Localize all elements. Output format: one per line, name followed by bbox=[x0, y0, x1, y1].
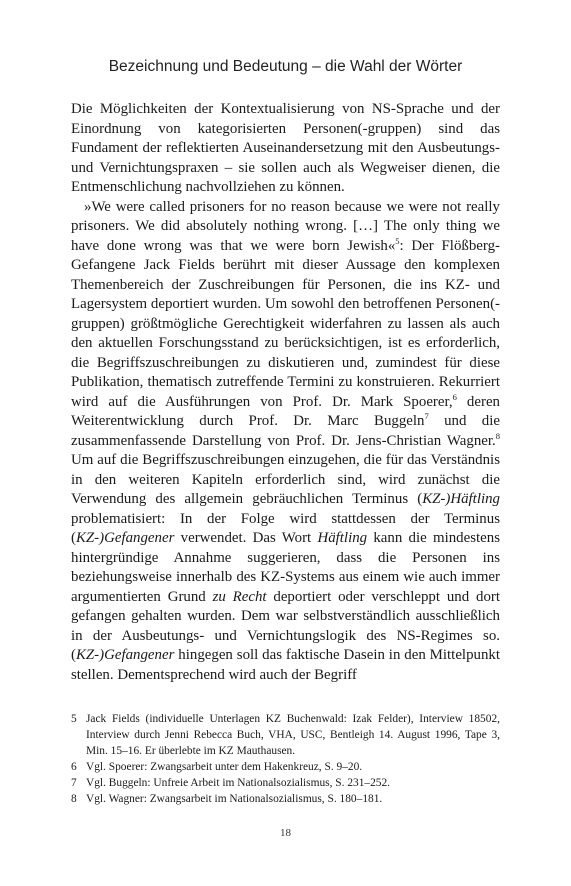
footnote-number: 6 bbox=[71, 761, 77, 773]
footnote-text: Vgl. Spoerer: Zwangsarbeit unter dem Hakenkreuz, S. 9–20. bbox=[86, 761, 363, 773]
footnote-ref-8[interactable]: 8 bbox=[495, 430, 500, 441]
italic-term: KZ-)Gefangener bbox=[75, 647, 175, 663]
footnote-text: Vgl. Wagner: Zwangsarbeit im Nationalsozialismus, S. 180–181. bbox=[86, 793, 383, 805]
footnote-text: Vgl. Buggeln: Unfreie Arbeit im Nationalsozialismus, S. 231–252. bbox=[86, 777, 391, 789]
italic-term: zu Recht bbox=[212, 588, 267, 605]
footnotes bbox=[71, 711, 500, 807]
footnote-text: Jack Fields (individuelle Unterlagen KZ Buchenwald: Izak Felder), Interview 18502, Interview durch Jenni Rebecca Buch, VHA, USC, Bentleigh 14. August 1996, Tape 3, Min. 15–16. Er überlebte im KZ Mauthausen. bbox=[86, 713, 500, 757]
footnote-ref-7[interactable]: 7 bbox=[424, 411, 429, 422]
paragraph-main bbox=[71, 198, 500, 686]
text-segment: und die zusammenfassende Darstellung von Prof. Dr. Jens-Christian Wagner. bbox=[71, 413, 500, 449]
footnote-6 bbox=[71, 759, 500, 775]
quote-text: »We were called prisoners for no reason because we were not really prisoners. We did absolutely nothing wrong. […] The only thing we have done wrong was that we were born Jewish« bbox=[71, 198, 500, 254]
text-segment: deren Weiterentwicklung durch Prof. Dr. Marc Buggeln bbox=[71, 393, 501, 429]
body-text bbox=[71, 100, 500, 685]
footnote-8 bbox=[71, 791, 500, 807]
footnote-number: 5 bbox=[71, 713, 77, 725]
italic-term: KZ-)Gefangener bbox=[75, 530, 175, 546]
footnote-5 bbox=[71, 711, 500, 759]
section-heading: Bezeichnung und Bedeutung – die Wahl der Wörter bbox=[108, 58, 463, 75]
page-number: 18 bbox=[280, 827, 291, 839]
footnote-ref-6[interactable]: 6 bbox=[452, 391, 457, 402]
text-segment: Um auf die Begriffszuschreibungen einzugehen, die für das Verständnis in den weiteren Kapiteln erforderlich sind, wird zunächst die Verwendung des allgemein gebräuchlichen Terminus ( bbox=[71, 452, 500, 507]
text-segment: problematisiert: In der Folge wird stattdessen der Terminus ( bbox=[71, 510, 500, 546]
text-segment: verwendet. Das Wort bbox=[174, 530, 318, 546]
text-segment: hingegen soll das faktische Dasein in den Mittelpunkt stellen. Dementsprechend wird auch der Begriff bbox=[71, 647, 500, 683]
footnote-number: 8 bbox=[71, 793, 77, 805]
italic-term: Häftling bbox=[317, 530, 368, 546]
footnote-ref-5[interactable]: 5 bbox=[395, 235, 400, 246]
footnote-7 bbox=[71, 775, 500, 791]
italic-term: KZ-)Häftling bbox=[422, 491, 500, 507]
footnote-number: 7 bbox=[71, 777, 77, 789]
text-segment: : Der Flößberg-Gefangene Jack Fields berührt mit dieser Aussage den komplexen Themenbereich der Zuschreibungen für Personen, die ins KZ- und Lagersystem deportiert wurden. Um sowohl den betroffenen Personen(-gruppen) größtmögliche Gerechtigkeit widerfahren zu lassen als auch den aktuellen Forschungsstand zu berücksichtigen, ist es erforderlich, die Begriffszuschreibungen zu diskutieren und, zumindest für diese Publikation, thematisch zutreffende Termini zu konstruieren. Rekurriert wird auf die Ausführungen von Prof. Dr. Mark Spoerer, bbox=[71, 237, 500, 410]
text-segment: kann die mindestens hintergründige Annahme suggerieren, dass die Personen ins beziehungsweise innerhalb des KZ-Systems aus einem wie auch immer argumentierten Grund bbox=[71, 530, 500, 605]
text-segment: deportiert oder verschleppt und dort gefangen gehalten wurden. Dem war selbstverständlich ausschließlich in der Ausbeutungs- und Vernichtungslogik des NS-Regimes so. ( bbox=[71, 588, 500, 663]
paragraph-intro: Die Möglichkeiten der Kontextualisierung von NS-Sprache und der Einordnung von kategorisierten Personen(-gruppen) sind das Fundament der reflektierten Auseinandersetzung mit den Ausbeutungs- und Vernichtungspraxen – sie sollen auch als Wegweiser dienen, die Entmenschlichung nachvollziehen zu können. bbox=[71, 101, 500, 195]
